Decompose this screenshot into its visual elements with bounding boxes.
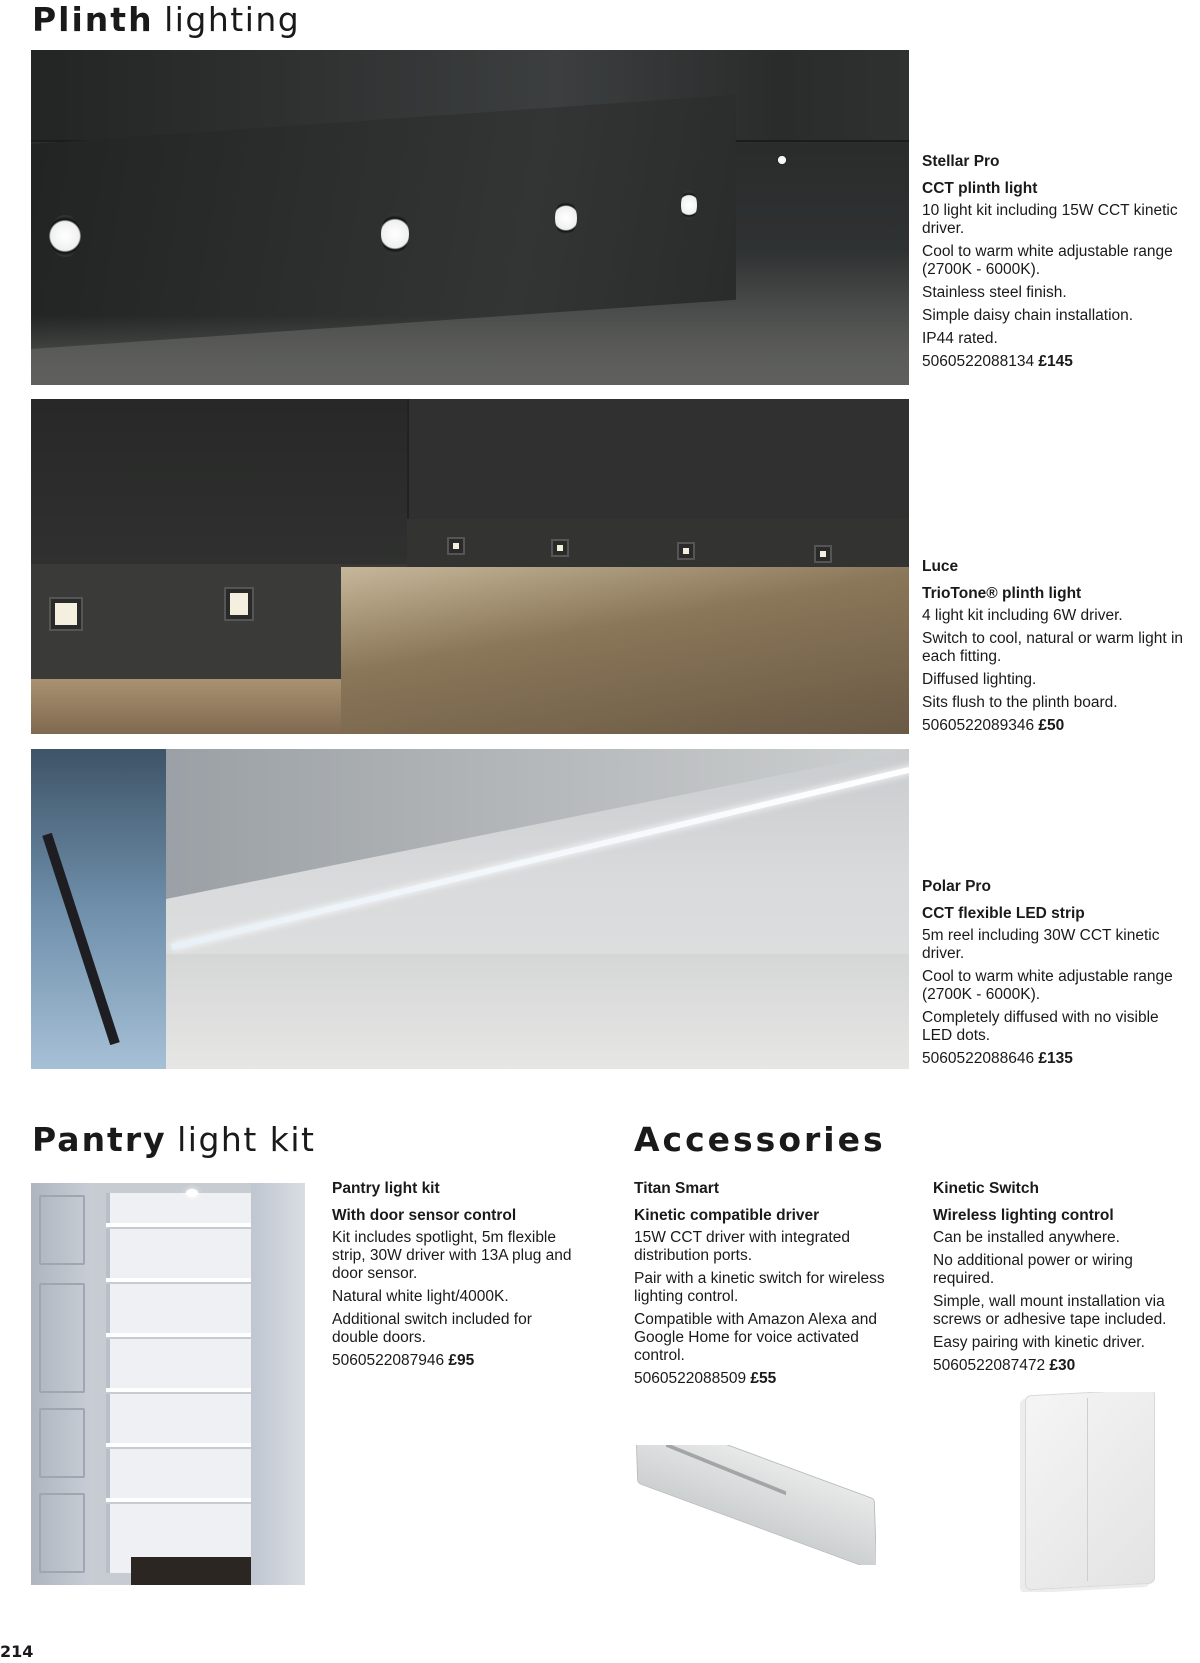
product-feature: Sits flush to the plinth board.	[922, 694, 1118, 711]
product-price: £55	[750, 1370, 777, 1387]
wood-floor	[341, 567, 909, 734]
product-brand: Luce	[922, 558, 959, 575]
product-code: 5060522087946	[332, 1352, 445, 1369]
spotlight-icon	[186, 1189, 198, 1197]
round-plinth-light-icon	[555, 200, 577, 236]
pantry-photo	[31, 1183, 305, 1585]
round-plinth-light-icon	[681, 190, 697, 220]
door-panel	[39, 1408, 85, 1478]
plinth-lighting-heading	[32, 0, 301, 39]
square-plinth-light-icon	[679, 544, 693, 558]
pantry-interior	[106, 1193, 251, 1573]
product-feature: Stainless steel finish.	[922, 284, 1067, 301]
product-name: CCT plinth light	[922, 180, 1038, 197]
page-number: 214	[0, 1642, 34, 1661]
product-luce	[922, 558, 1197, 735]
product-feature: Diffused lighting.	[922, 671, 1037, 688]
product-brand: Titan Smart	[634, 1180, 719, 1197]
titan-driver-photo	[626, 1445, 876, 1565]
product-price: £145	[1038, 353, 1073, 370]
product-code-price	[922, 1050, 1192, 1068]
product-polar-pro	[922, 878, 1192, 1068]
cabinet-left	[31, 399, 407, 564]
shelf	[106, 1278, 251, 1284]
shelf	[106, 1333, 251, 1339]
cabinet-underside	[166, 749, 909, 899]
product-code-price	[933, 1357, 1198, 1375]
product-name: With door sensor control	[332, 1207, 517, 1224]
product-name: Kinetic compatible driver	[634, 1207, 820, 1224]
pantry-door	[31, 1183, 93, 1585]
switch-rocker-divider	[1087, 1398, 1088, 1581]
product-feature: Compatible with Amazon Alexa and Google Home for voice activated control.	[634, 1311, 877, 1364]
shelf	[106, 1443, 251, 1449]
square-plinth-light-icon	[816, 547, 830, 561]
heading-light-part: lighting	[164, 0, 301, 39]
round-plinth-light-icon	[49, 215, 81, 257]
kinetic-switch-photo	[1015, 1392, 1165, 1592]
round-plinth-light-icon	[777, 155, 787, 165]
square-plinth-light-icon	[553, 541, 567, 555]
square-plinth-light-icon	[51, 599, 81, 629]
wall-panel	[166, 954, 909, 1069]
floor	[131, 1557, 251, 1585]
product-name: Wireless lighting control	[933, 1207, 1114, 1224]
door-panel	[39, 1493, 85, 1573]
heading-bold-part: Plinth	[32, 0, 154, 39]
product-code-price	[922, 717, 1197, 735]
square-plinth-light-icon	[226, 589, 252, 619]
product-brand: Pantry light kit	[332, 1180, 440, 1197]
product-feature: Easy pairing with kinetic driver.	[933, 1334, 1145, 1351]
product-feature: Switch to cool, natural or warm light in each fitting.	[922, 630, 1184, 665]
pantry-door-right	[251, 1183, 305, 1585]
door-panel	[39, 1195, 85, 1265]
product-feature: 4 light kit including 6W driver.	[922, 607, 1123, 624]
pantry-light-kit-heading	[32, 1120, 316, 1159]
cabinet-doors	[407, 399, 909, 524]
product-feature: Cool to warm white adjustable range (2700K - 6000K).	[922, 243, 1173, 278]
shelf	[106, 1498, 251, 1504]
product-code-price	[332, 1352, 582, 1370]
square-plinth-light-icon	[449, 539, 463, 553]
product-brand: Stellar Pro	[922, 153, 1000, 170]
product-titan-smart	[634, 1180, 889, 1388]
product-feature: IP44 rated.	[922, 330, 998, 347]
product-brand: Polar Pro	[922, 878, 991, 895]
product-feature: Natural white light/4000K.	[332, 1288, 509, 1305]
heading-light-part: light kit	[177, 1120, 316, 1159]
wall-switch-icon	[1025, 1392, 1155, 1590]
product-code-price	[922, 353, 1192, 371]
product-feature: Kit includes spotlight, 5m flexible strip, 30W driver with 13A plug and door sensor.	[332, 1229, 572, 1282]
product-price: £50	[1038, 717, 1065, 734]
product-feature: 15W CCT driver with integrated distribution ports.	[634, 1229, 850, 1264]
floor	[31, 315, 909, 385]
driver-unit-icon	[635, 1445, 876, 1565]
product-pantry-light-kit	[332, 1180, 582, 1370]
product-price: £135	[1038, 1050, 1073, 1067]
accessories-heading: Accessories	[634, 1120, 886, 1159]
product-feature: Completely diffused with no visible LED dots.	[922, 1009, 1159, 1044]
stellar-pro-photo	[31, 50, 909, 385]
product-feature: Simple daisy chain installation.	[922, 307, 1134, 324]
polar-pro-photo	[31, 749, 909, 1069]
product-feature: Can be installed anywhere.	[933, 1229, 1120, 1246]
product-name: CCT flexible LED strip	[922, 905, 1085, 922]
plinth-board-back	[407, 519, 909, 569]
product-code: 5060522088134	[922, 353, 1035, 370]
product-name: TrioTone® plinth light	[922, 585, 1082, 602]
product-price: £95	[448, 1352, 475, 1369]
window-wall	[31, 749, 166, 1069]
shelf	[106, 1388, 251, 1394]
product-feature: Additional switch included for double doors.	[332, 1311, 532, 1346]
product-code: 5060522089346	[922, 717, 1035, 734]
wood-floor	[31, 679, 341, 734]
heading-bold-part: Pantry	[32, 1120, 167, 1159]
product-feature: No additional power or wiring required.	[933, 1252, 1133, 1287]
product-code: 5060522087472	[933, 1357, 1046, 1374]
product-kinetic-switch	[933, 1180, 1198, 1375]
product-feature: 5m reel including 30W CCT kinetic driver.	[922, 927, 1160, 962]
product-feature: Simple, wall mount installation via screws or adhesive tape included.	[933, 1293, 1167, 1328]
product-code: 5060522088646	[922, 1050, 1035, 1067]
door-panel	[39, 1283, 85, 1393]
product-feature: 10 light kit including 15W CCT kinetic driver.	[922, 202, 1178, 237]
product-brand: Kinetic Switch	[933, 1180, 1039, 1197]
luce-photo	[31, 399, 909, 734]
product-feature: Cool to warm white adjustable range (2700K - 6000K).	[922, 968, 1173, 1003]
product-stellar-pro	[922, 153, 1192, 371]
shelf	[106, 1223, 251, 1229]
product-code-price	[634, 1370, 889, 1388]
product-price: £30	[1049, 1357, 1076, 1374]
round-plinth-light-icon	[381, 213, 409, 255]
product-feature: Pair with a kinetic switch for wireless lighting control.	[634, 1270, 885, 1305]
product-code: 5060522088509	[634, 1370, 747, 1387]
